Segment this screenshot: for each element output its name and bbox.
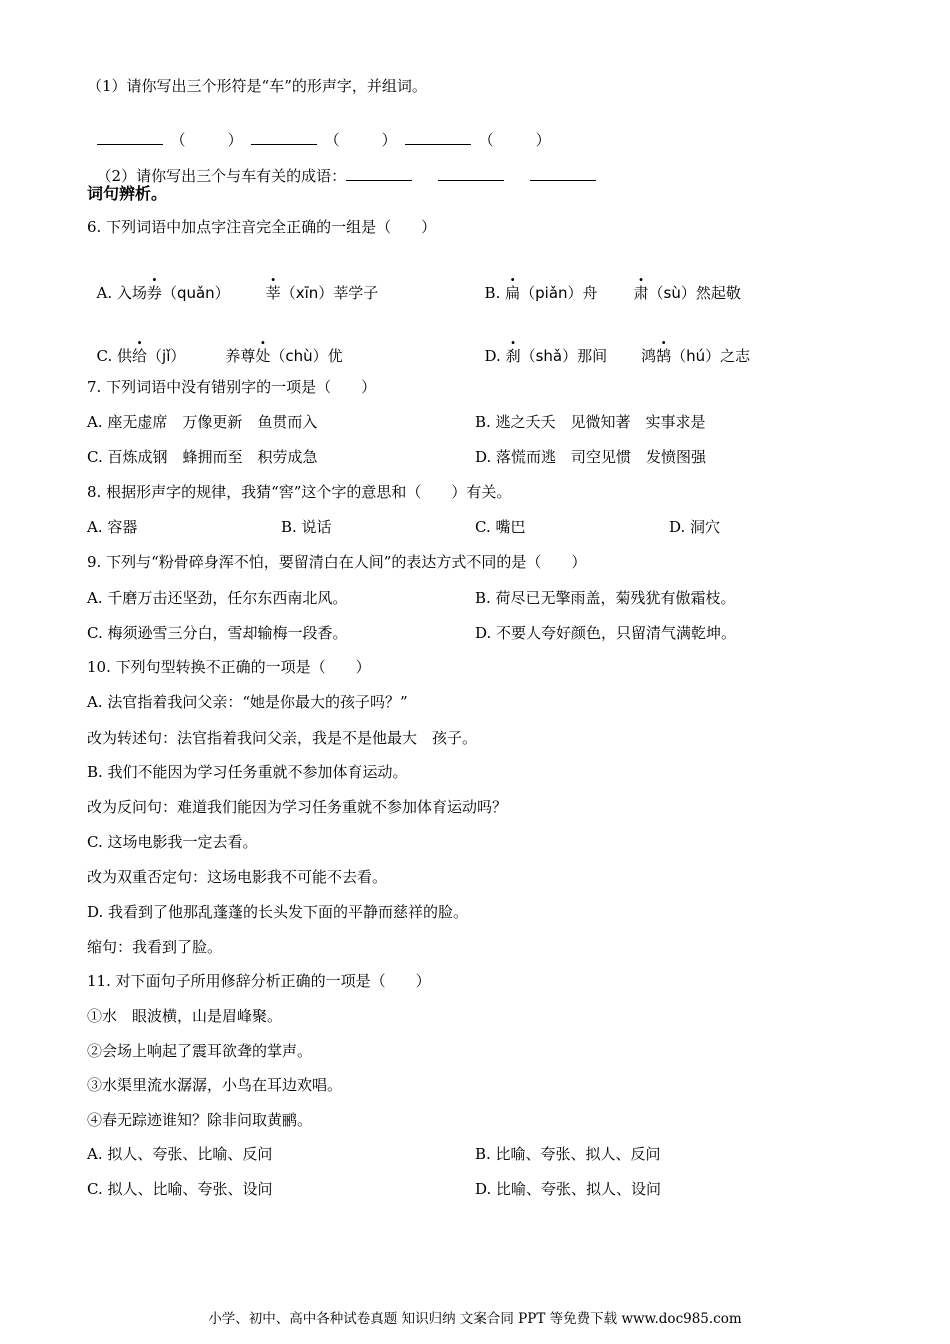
dotted-char: 莘	[265, 284, 281, 302]
q10-option-c-rewrite: 改为双重否定句：这场电影我不可能不去看。	[87, 868, 388, 886]
q9-option-d: D. 不要人夸好颜色，只留清气满乾坤。	[475, 624, 737, 642]
paren-close: ）	[381, 131, 397, 149]
part2-prompt	[87, 146, 596, 186]
q11-option-a: A. 拟人、夸张、比喻、反问	[87, 1145, 273, 1163]
answer-blank[interactable]	[346, 166, 412, 181]
answer-blank[interactable]	[405, 130, 471, 145]
q8-option-d: D. 洞穴	[669, 518, 721, 536]
q11-sentence-4: ④春无踪迹谁知？除非问取黄鹂。	[87, 1111, 313, 1129]
q10-option-c: C. 这场电影我一定去看。	[87, 833, 258, 851]
dotted-char: 刹	[505, 347, 521, 365]
q6-option-c: C. 供给（jǐ） 养尊处（chù）优	[96, 347, 343, 365]
answer-blank[interactable]	[251, 130, 317, 145]
q10-option-b-rewrite: 改为反问句：难道我们能因为学习任务重就不参加体育运动吗？	[87, 798, 508, 816]
q10-option-a: A. 法官指着我问父亲：“她是你最大的孩子吗？”	[87, 693, 408, 711]
q8-option-c: C. 嘴巴	[475, 518, 526, 536]
q9-option-b: B. 荷尽已无擎雨盖，菊残犹有傲霜枝。	[475, 589, 736, 607]
part1-blanks-row	[87, 110, 551, 150]
q9-stem: 9. 下列与“粉骨碎身浑不怕，要留清白在人间”的表达方式不同的是（ ）	[87, 553, 587, 571]
q9-option-c: C. 梅须逊雪三分白，雪却输梅一段香。	[87, 624, 348, 642]
dotted-char: 处	[255, 347, 271, 365]
dotted-char: 肃	[633, 284, 649, 302]
q10-option-d: D. 我看到了他那乱蓬蓬的长头发下面的平静而慈祥的脸。	[87, 903, 469, 921]
q10-stem: 10. 下列句型转换不正确的一项是（ ）	[87, 658, 371, 676]
answer-blank[interactable]	[530, 166, 596, 181]
q8-option-b: B. 说话	[281, 518, 332, 536]
q6-stem: 6. 下列词语中加点字注音完全正确的一组是（ ）	[87, 218, 437, 236]
q11-stem: 11. 对下面句子所用修辞分析正确的一项是（ ）	[87, 972, 431, 990]
q11-option-d: D. 比喻、夸张、拟人、设问	[475, 1180, 662, 1198]
dotted-char: 给	[132, 347, 148, 365]
paren-close: ）	[227, 131, 243, 149]
dotted-char: 鹄	[656, 347, 672, 365]
q11-option-c: C. 拟人、比喻、夸张、设问	[87, 1180, 273, 1198]
paren-close: ）	[535, 131, 551, 149]
part2-text: （2）请你写出三个与车有关的成语：	[96, 167, 347, 185]
q11-sentence-1: ①水 眼波横，山是眉峰聚。	[87, 1007, 283, 1025]
dotted-char: 扁	[505, 284, 521, 302]
q6-option-b: B. 扁（piǎn）舟 肃（sù）然起敬	[484, 284, 741, 302]
q6-option-a: A. 入场券（quǎn） 莘（xīn）莘学子	[96, 284, 379, 302]
q8-stem: 8. 根据形声字的规律，我猜“窖”这个字的意思和（ ）有关。	[87, 483, 512, 501]
q10-option-d-rewrite: 缩句：我看到了脸。	[87, 938, 223, 956]
answer-blank[interactable]	[438, 166, 504, 181]
q7-option-b: B. 逃之夭夭 见微知著 实事求是	[475, 413, 706, 431]
q7-stem: 7. 下列词语中没有错别字的一项是（ ）	[87, 378, 377, 396]
paren-open: （	[324, 131, 340, 149]
paren-open: （	[478, 131, 494, 149]
q9-option-a: A. 千磨万击还坚劲，任尔东西南北风。	[87, 589, 348, 607]
q7-option-a: A. 座无虚席 万像更新 鱼贯而入	[87, 413, 318, 431]
paren-open: （	[170, 131, 186, 149]
page-footer: 小学、初中、高中各种试卷真题 知识归纳 文案合同 PPT 等免费下载 www.doc985.com	[208, 1311, 742, 1327]
q11-sentence-3: ③水渠里流水潺潺，小鸟在耳边欢唱。	[87, 1076, 343, 1094]
q11-option-b: B. 比喻、夸张、拟人、反问	[475, 1145, 661, 1163]
answer-blank[interactable]	[97, 130, 163, 145]
q6-option-d: D. 刹（shǎ）那间 鸿鹄（hú）之志	[484, 347, 751, 365]
dotted-char: 券	[146, 284, 162, 302]
section-heading: 词句辨析。	[87, 184, 168, 203]
q8-option-a: A. 容器	[87, 518, 138, 536]
q11-sentence-2: ②会场上响起了震耳欲聋的掌声。	[87, 1042, 313, 1060]
part1-prompt: （1）请你写出三个形符是“车”的形声字，并组词。	[87, 77, 427, 95]
q7-option-c: C. 百炼成钢 蜂拥而至 积劳成急	[87, 448, 318, 466]
q10-option-a-rewrite: 改为转述句：法官指着我问父亲，我是不是他最大 孩子。	[87, 729, 478, 747]
q10-option-b: B. 我们不能因为学习任务重就不参加体育运动。	[87, 763, 408, 781]
q7-option-d: D. 落慌而逃 司空见惯 发愤图强	[475, 448, 707, 466]
